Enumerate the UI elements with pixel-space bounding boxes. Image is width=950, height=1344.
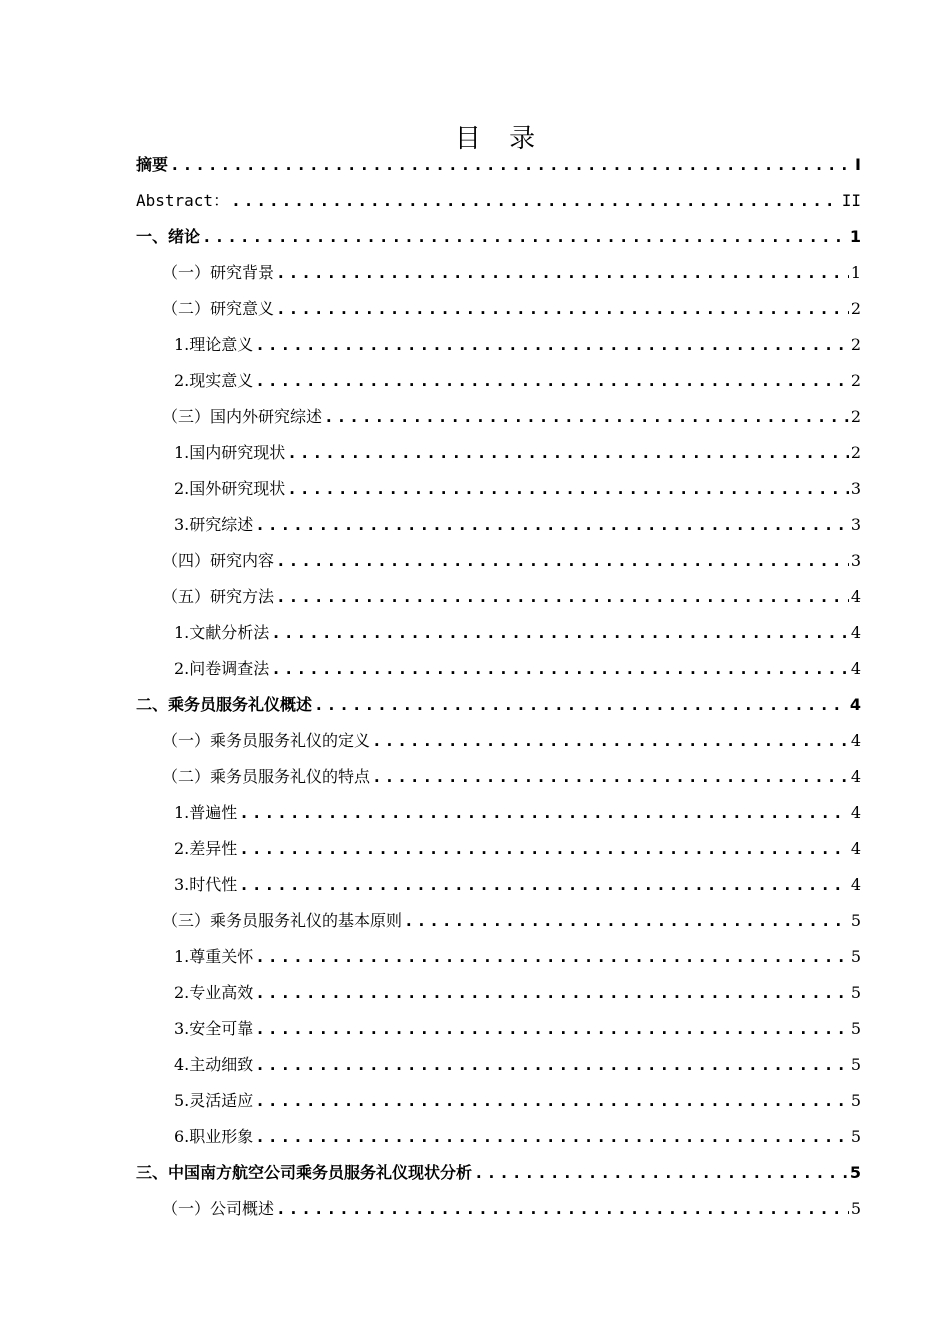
toc-entry-page-number: 4 (849, 695, 861, 714)
toc-entry-label: （一）公司概述 (162, 1199, 275, 1218)
toc-entry-label: 4.主动细致 (174, 1055, 254, 1074)
toc-entry-label: （三）乘务员服务礼仪的基本原则 (162, 911, 403, 930)
dot-leader (231, 183, 840, 219)
toc-entry-label: 2.专业高效 (174, 983, 254, 1002)
toc-entry[interactable] (136, 579, 861, 615)
toc-entry-label: 2.差异性 (174, 839, 238, 858)
dot-leader (255, 1083, 849, 1119)
toc-entry[interactable] (136, 183, 861, 219)
dot-leader (276, 291, 849, 327)
toc-entry[interactable] (136, 867, 861, 903)
toc-title: 目 录 (454, 124, 546, 154)
toc-entry-page-number: 4 (850, 659, 861, 678)
toc-entry-page-number: 5 (849, 1163, 861, 1182)
dot-leader (255, 1047, 849, 1083)
toc-entry-page-number: 4 (850, 623, 861, 642)
toc-entry[interactable] (136, 291, 861, 327)
toc-entry[interactable] (136, 1047, 861, 1083)
dot-leader (276, 543, 849, 579)
toc-entry-page-number: 4 (850, 767, 861, 786)
dot-leader (404, 903, 849, 939)
toc-entry-page-number: 5 (850, 1199, 861, 1218)
toc-entry[interactable] (136, 615, 861, 651)
toc-entry-page-number: 5 (850, 1127, 861, 1146)
toc-entry-label: 1.理论意义 (174, 335, 254, 354)
toc-entry[interactable] (136, 255, 861, 291)
toc-entry-page-number: 5 (850, 947, 861, 966)
dot-leader (202, 219, 848, 255)
dot-leader (287, 435, 849, 471)
toc-entry-page-number: 2 (850, 299, 861, 318)
toc-entry-page-number: 2 (850, 335, 861, 354)
dot-leader (239, 831, 849, 867)
toc-entry-page-number: 4 (850, 731, 861, 750)
toc-entry-page-number: 5 (850, 1091, 861, 1110)
dot-leader (474, 1155, 848, 1191)
toc-entry-label: （五）研究方法 (162, 587, 275, 606)
dot-leader (276, 579, 849, 615)
toc-entry[interactable] (136, 1119, 861, 1155)
toc-entry[interactable] (136, 1191, 861, 1227)
dot-leader (255, 1119, 849, 1155)
toc-entry-label: 三、中国南方航空公司乘务员服务礼仪现状分析 (136, 1163, 473, 1182)
dot-leader (372, 723, 849, 759)
toc-entry-page-number: 1 (850, 263, 861, 282)
toc-entry-label: （二）研究意义 (162, 299, 275, 318)
toc-entry-label: 5.灵活适应 (174, 1091, 254, 1110)
toc-entry-page-number: 5 (850, 911, 861, 930)
toc-entry-label: （二）乘务员服务礼仪的特点 (162, 767, 371, 786)
toc-entry-page-number: 5 (850, 983, 861, 1002)
dot-leader (271, 651, 849, 687)
toc-entry-page-number: 1 (849, 227, 861, 246)
toc-entry-label: 3.研究综述 (174, 515, 254, 534)
toc-entry-page-number: 3 (850, 515, 861, 534)
dot-leader (314, 687, 848, 723)
toc-entry-page-number: 4 (850, 803, 861, 822)
toc-entry[interactable] (136, 507, 861, 543)
toc-entry-label: （一）乘务员服务礼仪的定义 (162, 731, 371, 750)
toc-entry[interactable] (136, 939, 861, 975)
toc-entry-page-number: 2 (850, 407, 861, 426)
toc-entry-label: 1.文献分析法 (174, 623, 270, 642)
toc-entry-label: Abstract： (136, 191, 230, 210)
dot-leader (276, 1191, 849, 1227)
dot-leader (239, 867, 849, 903)
toc-entry-label: 2.国外研究现状 (174, 479, 286, 498)
toc-entry[interactable] (136, 651, 861, 687)
toc-entry[interactable] (136, 903, 861, 939)
toc-entry-page-number: 2 (850, 443, 861, 462)
toc-entry[interactable] (136, 687, 861, 723)
toc-entry[interactable] (136, 1155, 861, 1191)
toc-entry[interactable] (136, 327, 861, 363)
toc-entry-label: 二、乘务员服务礼仪概述 (136, 695, 313, 714)
toc-entry-label: 2.问卷调查法 (174, 659, 270, 678)
dot-leader (287, 471, 849, 507)
toc-entry[interactable] (136, 543, 861, 579)
toc-entry-page-number: 5 (850, 1019, 861, 1038)
dot-leader (276, 255, 849, 291)
toc-entry[interactable] (136, 1083, 861, 1119)
toc-entry-label: 摘要 (136, 155, 169, 174)
dot-leader (255, 507, 849, 543)
toc-entry[interactable] (136, 759, 861, 795)
toc-entry-label: 1.尊重关怀 (174, 947, 254, 966)
toc-entry[interactable] (136, 975, 861, 1011)
toc-entry[interactable] (136, 1011, 861, 1047)
toc-entry-page-number: 3 (850, 479, 861, 498)
dot-leader (239, 795, 849, 831)
toc-entry[interactable] (136, 399, 861, 435)
toc-entry-page-number: 4 (850, 839, 861, 858)
toc-entry-label: 2.现实意义 (174, 371, 254, 390)
toc-entry-label: 1.普遍性 (174, 803, 238, 822)
toc-entry-page-number: I (855, 155, 861, 174)
toc-entry[interactable] (136, 363, 861, 399)
toc-entry-label: 6.职业形象 (174, 1127, 254, 1146)
toc-entry-label: （四）研究内容 (162, 551, 275, 570)
toc-entry-page-number: 5 (850, 1055, 861, 1074)
toc-entry[interactable] (136, 723, 861, 759)
dot-leader (324, 399, 849, 435)
dot-leader (271, 615, 849, 651)
toc-entry-page-number: II (841, 191, 861, 210)
toc-entry-page-number: 4 (850, 875, 861, 894)
dot-leader (255, 939, 849, 975)
table-of-contents (136, 147, 861, 1227)
dot-leader (255, 327, 849, 363)
dot-leader (255, 1011, 849, 1047)
toc-entry[interactable] (136, 219, 861, 255)
toc-entry-label: 1.国内研究现状 (174, 443, 286, 462)
toc-entry-page-number: 4 (850, 587, 861, 606)
toc-entry-label: （三）国内外研究综述 (162, 407, 323, 426)
toc-entry-page-number: 2 (850, 371, 861, 390)
toc-entry[interactable] (136, 147, 861, 183)
toc-entry-label: （一）研究背景 (162, 263, 275, 282)
toc-entry[interactable] (136, 435, 861, 471)
toc-entry[interactable] (136, 471, 861, 507)
toc-entry[interactable] (136, 831, 861, 867)
toc-entry[interactable] (136, 795, 861, 831)
toc-entry-label: 3.安全可靠 (174, 1019, 254, 1038)
dot-leader (255, 975, 849, 1011)
dot-leader (170, 147, 853, 183)
dot-leader (372, 759, 849, 795)
dot-leader (255, 363, 849, 399)
toc-entry-label: 3.时代性 (174, 875, 238, 894)
toc-entry-page-number: 3 (850, 551, 861, 570)
toc-entry-label: 一、绪论 (136, 227, 201, 246)
